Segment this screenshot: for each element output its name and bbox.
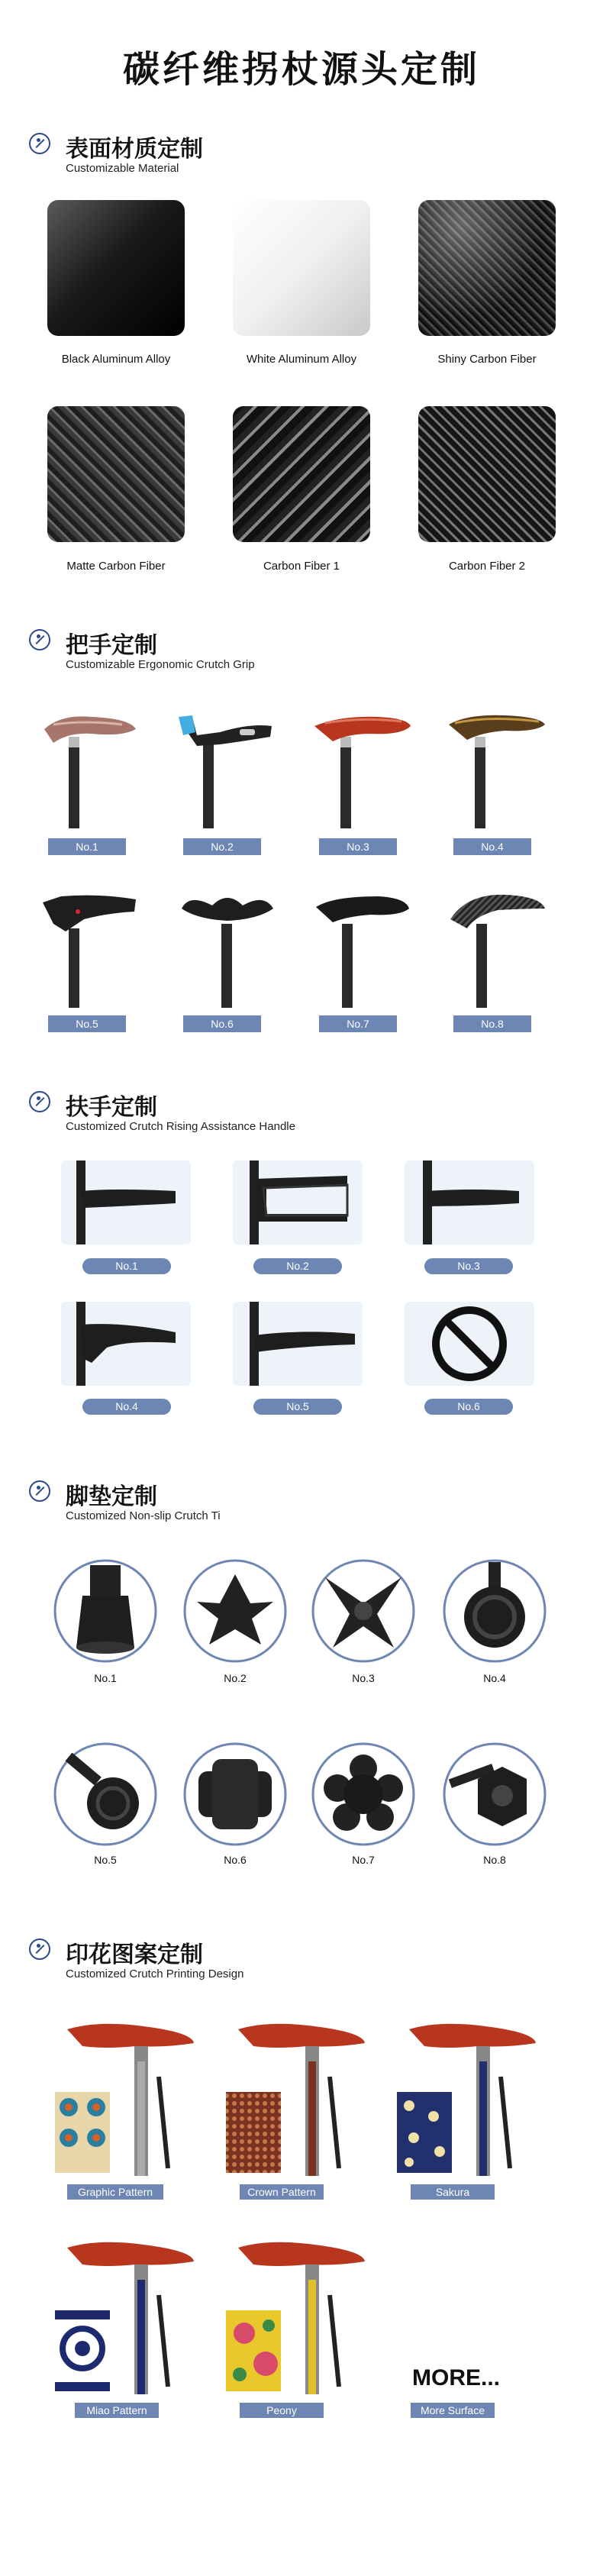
handle-option-1[interactable]: No.1 [82,1258,171,1274]
grip-image-8[interactable] [444,886,551,1008]
tip-label: No.6 [224,1854,247,1866]
grip-option-2[interactable]: No.2 [183,838,261,855]
material-swatch-white-aluminum[interactable] [233,200,370,336]
section-subtitle: Customized Crutch Rising Assistance Handle [66,1120,295,1133]
handle-image-3[interactable] [405,1160,534,1244]
handle-option-4[interactable]: No.4 [82,1399,171,1415]
material-swatch-carbon-2[interactable] [418,406,556,542]
tip-image-1[interactable] [52,1558,159,1664]
tool-icon [29,1938,50,1960]
section-title: 把手定制 [66,632,157,659]
tip-label: No.3 [352,1672,375,1684]
print-option-graphic[interactable]: Graphic Pattern [67,2184,163,2200]
page-title: 碳纤维拐杖源头定制 [122,48,480,91]
grip-option-5[interactable]: No.5 [48,1015,126,1032]
grip-image-4[interactable] [444,706,551,828]
print-option-miao[interactable]: Miao Pattern [75,2403,159,2418]
grip-option-1[interactable]: No.1 [48,838,126,855]
print-image-miao[interactable] [52,2234,197,2394]
material-label: Matte Carbon Fiber [66,560,166,573]
handle-option-2[interactable]: No.2 [253,1258,342,1274]
grip-option-7[interactable]: No.7 [319,1015,397,1032]
grip-option-6[interactable]: No.6 [183,1015,261,1032]
section-subtitle: Customizable Ergonomic Crutch Grip [66,658,255,671]
tip-image-5[interactable] [52,1741,159,1848]
tool-icon [29,133,50,154]
tool-icon [29,629,50,650]
material-label: Carbon Fiber 1 [263,560,340,573]
tip-image-3[interactable] [310,1558,417,1664]
handle-image-2[interactable] [233,1160,363,1244]
grip-image-5[interactable] [38,886,145,1008]
grip-image-3[interactable] [310,706,417,828]
grip-option-8[interactable]: No.8 [453,1015,531,1032]
section-title: 表面材质定制 [66,136,203,163]
grip-image-1[interactable] [38,706,145,828]
material-swatch-shiny-carbon[interactable] [418,200,556,336]
tip-image-7[interactable] [310,1741,417,1848]
material-label: Carbon Fiber 2 [448,560,526,573]
tip-label: No.2 [224,1672,247,1684]
material-swatch-black-aluminum[interactable] [47,200,185,336]
print-image-peony[interactable] [223,2234,368,2394]
tip-image-4[interactable] [441,1558,548,1664]
more-surface-button[interactable]: More Surface [411,2403,495,2418]
section-subtitle: Customizable Material [66,162,179,175]
handle-image-5[interactable] [233,1302,363,1386]
tip-label: No.5 [94,1854,117,1866]
handle-option-5[interactable]: No.5 [253,1399,342,1415]
grip-option-3[interactable]: No.3 [319,838,397,855]
print-image-graphic[interactable] [52,2016,197,2176]
material-swatch-carbon-1[interactable] [233,406,370,542]
grip-image-7[interactable] [310,886,417,1008]
grip-image-2[interactable] [174,706,281,828]
tip-label: No.8 [483,1854,506,1866]
more-title: MORE... [412,2365,501,2390]
tip-image-8[interactable] [441,1741,548,1848]
tip-image-2[interactable] [182,1558,289,1664]
tip-label: No.7 [352,1854,375,1866]
grip-image-6[interactable] [174,886,281,1008]
material-label: White Aluminum Alloy [246,353,357,366]
tip-label: No.4 [483,1672,506,1684]
tool-icon [29,1091,50,1112]
material-swatch-matte-carbon[interactable] [47,406,185,542]
section-subtitle: Customized Crutch Printing Design [66,1968,244,1980]
print-image-sakura[interactable] [394,2016,539,2176]
tip-label: No.1 [94,1672,117,1684]
handle-option-6[interactable]: No.6 [424,1399,513,1415]
handle-image-1[interactable] [61,1160,191,1244]
tip-image-6[interactable] [182,1741,289,1848]
section-title: 印花图案定制 [66,1942,203,1968]
no-handle-icon[interactable] [405,1302,534,1386]
tool-icon [29,1480,50,1502]
material-label: Shiny Carbon Fiber [437,353,537,366]
section-subtitle: Customized Non-slip Crutch Ti [66,1509,221,1522]
handle-option-3[interactable]: No.3 [424,1258,513,1274]
print-option-crown[interactable]: Crown Pattern [240,2184,324,2200]
grip-option-4[interactable]: No.4 [453,838,531,855]
section-title: 脚垫定制 [66,1483,157,1510]
print-option-sakura[interactable]: Sakura [411,2184,495,2200]
print-option-peony[interactable]: Peony [240,2403,324,2418]
print-image-crown[interactable] [223,2016,368,2176]
section-title: 扶手定制 [66,1094,157,1121]
material-label: Black Aluminum Alloy [61,353,171,366]
handle-image-4[interactable] [61,1302,191,1386]
